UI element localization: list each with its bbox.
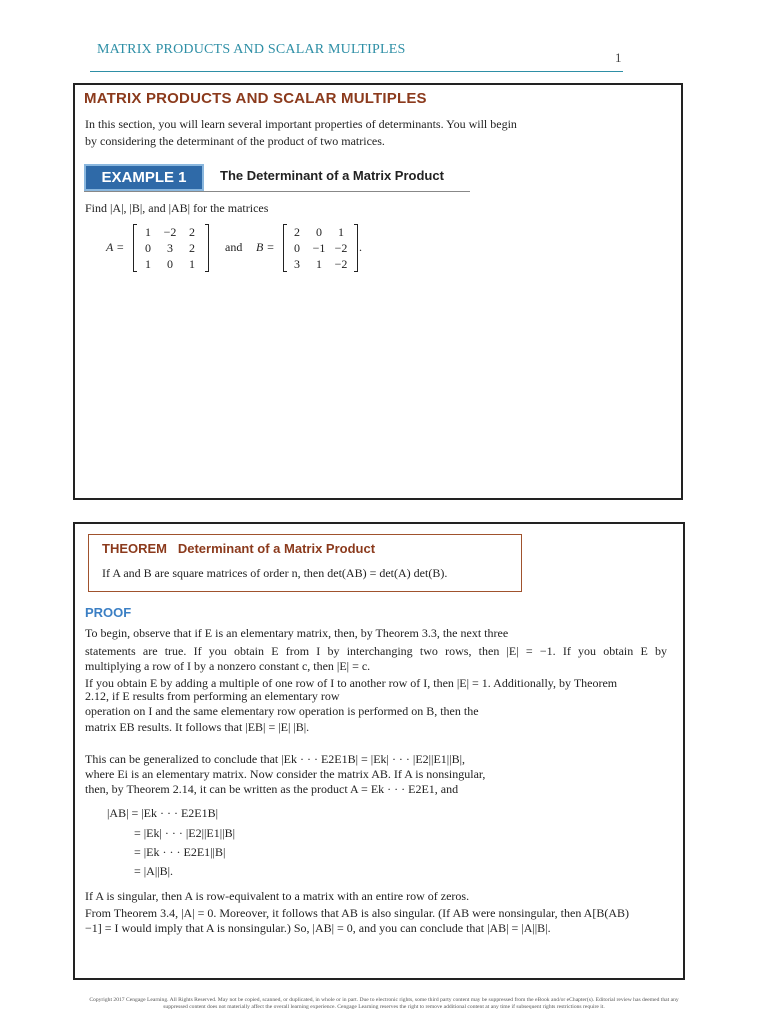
matrix-cell: 2 xyxy=(294,225,300,239)
matrix-cell: −2 xyxy=(163,225,177,239)
running-header-title: MATRIX PRODUCTS AND SCALAR MULTIPLES xyxy=(97,42,406,57)
matrix-cell: 1 xyxy=(189,257,195,271)
example-prompt: Find |A|, |B|, and |AB| for the matrices xyxy=(85,201,269,215)
matrix-row xyxy=(286,224,352,240)
matrix-cell: −2 xyxy=(334,241,348,255)
theorem-label: THEOREM xyxy=(102,541,167,556)
matrix-cell: 3 xyxy=(294,257,300,271)
header-rule xyxy=(90,71,623,72)
closing-line: −1] = I would imply that A is nonsingular.) So, |AB| = 0, and you can conclude that |AB| = |A||B|. xyxy=(85,921,551,935)
proof-line: operation on I and the same elementary row operation is performed on B, then the xyxy=(85,704,479,718)
matrix-b xyxy=(286,224,352,272)
matrix-cell: −2 xyxy=(334,257,348,271)
equation-line: = |Ek · · · E2E1||B| xyxy=(134,845,226,859)
theorem-title: Determinant of a Matrix Product xyxy=(177,541,376,556)
matrix-cell: −1 xyxy=(312,241,326,255)
matrix-b-right-bracket xyxy=(354,224,358,272)
matrix-cell: 2 xyxy=(189,225,195,239)
matrix-row xyxy=(137,256,203,272)
matrix-a-right-bracket xyxy=(205,224,209,272)
proof-label: PROOF xyxy=(85,605,132,620)
matrix-cell: 0 xyxy=(167,257,173,271)
matrix-cell: 2 xyxy=(189,241,195,255)
proof-line: statements are true. If you obtain E from I by interchanging two rows, then |E| = −1. If you obtain E by xyxy=(85,644,667,658)
general-line: This can be generalized to conclude that |Ek · · · E2E1B| = |Ek| · · · |E2||E1||B|, xyxy=(85,752,466,766)
matrix-cell: 1 xyxy=(145,225,151,239)
matrix-cell: 0 xyxy=(294,241,300,255)
theorem-heading xyxy=(102,541,375,556)
matrix-a xyxy=(137,224,203,272)
proof-line: matrix EB results. It follows that |EB| = |E| |B|. xyxy=(85,720,310,734)
section-title: MATRIX PRODUCTS AND SCALAR MULTIPLES xyxy=(84,90,427,107)
matrix-b-label: B = xyxy=(256,240,275,254)
matrix-cell: 3 xyxy=(167,241,173,255)
closing-line: If A is singular, then A is row-equivalent to a matrix with an entire row of zeros. xyxy=(85,889,470,903)
proof-line: multiplying a row of I by a nonzero constant c, then |E| = c. xyxy=(85,659,371,673)
equation-line: = |Ek| · · · |E2||E1||B| xyxy=(134,826,235,840)
closing-line: From Theorem 3.4, |A| = 0. Moreover, it follows that AB is also singular. (If AB were nonsingular, then A[B(AB) xyxy=(85,906,629,920)
page-number: 1 xyxy=(615,50,622,65)
matrix-row xyxy=(286,240,352,256)
matrix-cell: 0 xyxy=(145,241,151,255)
general-line: then, by Theorem 2.14, it can be written as the product A = Ek · · · E2E1, and xyxy=(85,782,459,796)
and-word: and xyxy=(225,240,243,254)
proof-line: To begin, observe that if E is an elementary matrix, then, by Theorem 3.3, the next three xyxy=(85,626,509,640)
example-title: The Determinant of a Matrix Product xyxy=(220,168,444,183)
general-line: where Ei is an elementary matrix. Now consider the matrix AB. If A is nonsingular, xyxy=(85,767,486,781)
matrix-row xyxy=(137,224,203,240)
equation-line: |AB| = |Ek · · · E2E1B| xyxy=(107,806,219,820)
proof-line: If you obtain E by adding a multiple of one row of I to another row of I, then |E| = 1. Additionally, by Theorem xyxy=(85,676,618,690)
matrix-end-period: . xyxy=(359,240,362,254)
matrix-cell: 1 xyxy=(316,257,322,271)
matrix-cell: 0 xyxy=(316,225,322,239)
example-rule xyxy=(84,191,470,192)
proof-line: 2.12, if E results from performing an elementary row xyxy=(85,689,340,703)
matrix-a-label: A = xyxy=(106,240,125,254)
section-intro: In this section, you will learn several important properties of determinants. You will begin by considering the determinant of the product of two matrices. xyxy=(85,117,517,148)
example-badge: EXAMPLE 1 xyxy=(84,164,204,191)
theorem-statement: If A and B are square matrices of order n, then det(AB) = det(A) det(B). xyxy=(102,566,448,580)
matrix-cell: 1 xyxy=(338,225,344,239)
copyright-notice: Copyright 2017 Cengage Learning. All Rights Reserved. May not be copied, scanned, or duplicated, in whole or in part. Due to electronic rights, some third party content may be suppressed from the eBook and/or eChapter(s). Editorial review has deemed that any suppressed content does not materially affect the overall learning experience. Cengage Learning reserves the right to remove additional content at any time if subsequent rights restrictions require it. xyxy=(89,997,679,1010)
equation-line: = |A||B|. xyxy=(134,864,174,878)
matrix-row xyxy=(286,256,352,272)
matrix-row xyxy=(137,240,203,256)
matrix-cell: 1 xyxy=(145,257,151,271)
